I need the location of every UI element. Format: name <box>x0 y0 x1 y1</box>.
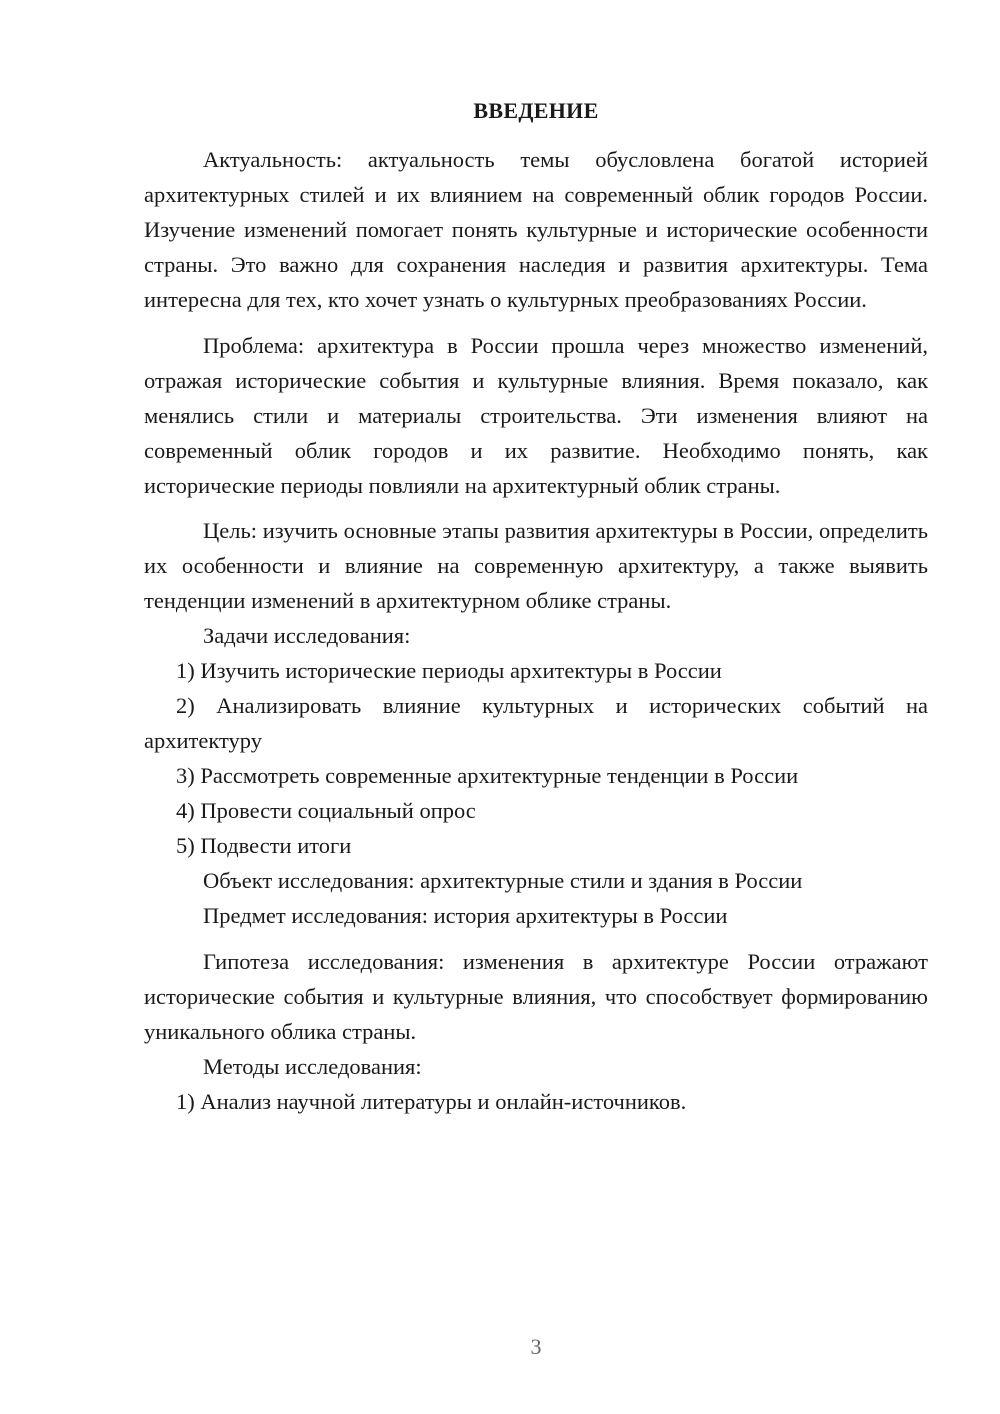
tasks-title: Задачи исследования: <box>203 623 411 648</box>
paragraph-object: Объект исследования: архитектурные стили и здания в России <box>203 868 803 893</box>
paragraph-goal: Цель: изучить основные этапы развития архитектуры в России, определить их особенности и влияние на современную архитектуру, а также выявить тенденции изменений в архитектурном облике страны. <box>144 518 928 613</box>
methods-title: Методы исследования: <box>203 1053 422 1079</box>
paragraph-problem: Проблема: архитектура в России прошла через множество изменений, отражая исторические события и культурные влияния. Время показало, как менялись стили и материалы строительства. Эти изменения влияют на современный облик городов и их развитие. Необходимо понять, как исторические периоды повлияли на архитектурный облик страны. <box>144 332 928 498</box>
page-number: 3 <box>530 1334 542 1359</box>
paragraph-hypothesis: Гипотеза исследования: изменения в архитектуре России отражают исторические события и культурные влияния, что способствует формированию уникального облика страны. <box>144 948 928 1044</box>
list-item-task-5: 5) Подвести итоги <box>176 833 352 858</box>
document-body <box>144 142 928 1119</box>
list-item-task-1: 1) Изучить исторические периоды архитектуры в России <box>176 658 722 683</box>
page-title: ВВЕДЕНИЕ <box>473 98 599 123</box>
list-item-task-3: 3) Рассмотреть современные архитектурные тенденции в России <box>176 763 799 788</box>
list-item-task-4: 4) Провести социальный опрос <box>176 798 476 823</box>
list-item-method-1: 1) Анализ научной литературы и онлайн-источников. <box>176 1088 687 1114</box>
list-item-task-2: 2) Анализировать влияние культурных и исторических событий на архитектуру <box>144 693 928 753</box>
paragraph-subject: Предмет исследования: история архитектуры в России <box>203 903 728 928</box>
paragraph-relevance: Актуальность: актуальность темы обусловлена богатой историей архитектурных стилей и их влиянием на современный облик городов России. Изучение изменений помогает понять культурные и исторические особенности страны. Это важно для сохранения наследия и развития архитектуры. Тема интересна для тех, кто хочет узнать о культурных преобразованиях России. <box>144 147 928 312</box>
